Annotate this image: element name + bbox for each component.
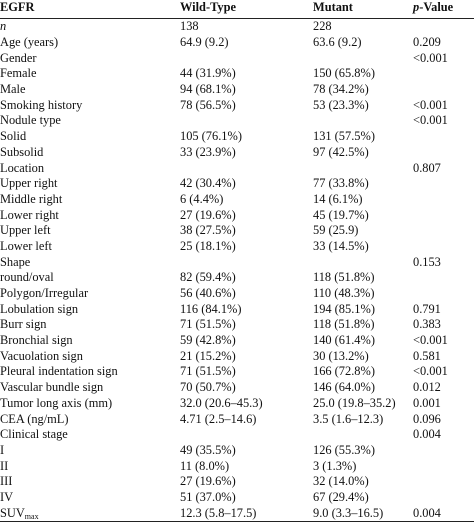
row-label [0,113,178,129]
wild-type-value: 138 [180,19,199,34]
row-label-text: Bronchial sign [0,333,73,348]
wild-type-value: 70 (50.7%) [180,380,236,395]
header-wild-type: Wild-Type [180,0,236,14]
p-value [413,286,474,302]
row-label-text: Burr sign [0,317,47,332]
wild-type-value: 49 (35.5%) [180,442,236,457]
p-value: 0.004 [413,427,441,442]
p-value [413,192,474,208]
row-label [0,97,178,113]
row-label [0,129,178,145]
mutant-value: 131 (57.5%) [313,129,375,144]
p-value [413,207,474,223]
wild-type-value: 4.71 (2.5–14.6) [180,411,257,426]
row-label-text: Female [0,66,37,81]
p-value: 0.012 [413,380,441,395]
wild-type-value: 33 (23.9%) [180,144,236,159]
table-row [0,223,474,239]
row-label [0,490,178,506]
wild-type-value [178,160,313,176]
wild-type-value: 27 (19.6%) [180,207,236,222]
wild-type-value [178,427,313,443]
row-label-text: Middle right [0,191,63,206]
table-row [0,505,474,521]
row-label [0,160,178,176]
row-label [0,301,178,317]
table-row [0,35,474,51]
header-p-letter: p [413,0,420,14]
row-label-text: Shape [0,254,31,269]
table-header-row [0,0,474,19]
row-label-text: Clinical stage [0,427,68,442]
row-label-text: Solid [0,129,27,144]
table-row [0,129,474,145]
row-label-text: II [0,458,9,473]
row-label-text: Upper right [0,176,58,191]
row-label-text: Vascular bundle sign [0,380,104,395]
wild-type-value: 64.9 (9.2) [180,35,229,50]
table-row [0,97,474,113]
row-label-text: Male [0,82,26,97]
row-label [0,270,178,286]
table-row [0,474,474,490]
row-label [0,286,178,302]
mutant-value: 9.0 (3.3–16.5) [313,505,384,520]
table-row [0,364,474,380]
row-label [0,411,178,427]
row-label [0,396,178,412]
p-value: <0.001 [413,113,448,128]
wild-type-value [178,113,313,129]
mutant-value [313,50,413,66]
p-value [413,129,474,145]
mutant-value: 77 (33.8%) [313,176,369,191]
table-row [0,113,474,129]
row-label-text: IV [0,489,14,504]
row-label-text: Pleural indentation sign [0,364,118,379]
p-value [413,270,474,286]
row-label-text: CEA (ng/mL) [0,411,69,426]
row-label [0,380,178,396]
row-label [0,145,178,161]
p-value: 0.383 [413,317,441,332]
wild-type-value: 11 (8.0%) [180,458,230,473]
table-row [0,411,474,427]
row-label-text: Nodule type [0,113,61,128]
table-row [0,286,474,302]
row-label [0,35,178,51]
row-label [0,239,178,255]
table-row [0,207,474,223]
mutant-value: 97 (42.5%) [313,144,369,159]
p-value [413,19,474,35]
mutant-value: 140 (61.4%) [313,333,375,348]
p-value: 0.209 [413,35,441,50]
p-value: 0.096 [413,411,441,426]
wild-type-value: 51 (37.0%) [180,489,236,504]
wild-type-value: 71 (51.5%) [180,364,236,379]
table-row [0,348,474,364]
p-value [413,474,474,490]
row-label [0,474,178,490]
row-label-text: Lower right [0,207,59,222]
mutant-value: 25.0 (19.8–35.2) [313,395,396,410]
row-label-text: Vacuolation sign [0,348,83,363]
row-label-text: I [0,442,5,457]
row-label [0,176,178,192]
table-row [0,490,474,506]
mutant-value: 194 (85.1%) [313,301,375,316]
table-body [0,19,474,522]
row-label-text: SUV [0,505,25,520]
mutant-value: 45 (19.7%) [313,207,369,222]
wild-type-value: 21 (15.2%) [180,348,236,363]
wild-type-value: 32.0 (20.6–45.3) [180,395,263,410]
wild-type-value: 42 (30.4%) [180,176,236,191]
wild-type-value: 105 (76.1%) [180,129,242,144]
row-label-text: Smoking history [0,97,83,112]
row-label [0,443,178,459]
row-label [0,505,178,521]
row-label [0,317,178,333]
row-label [0,223,178,239]
row-label [0,82,178,98]
row-label [0,458,178,474]
p-value: 0.001 [413,395,441,410]
p-value: 0.004 [413,505,441,520]
row-label-text: Lobulation sign [0,301,79,316]
p-value [413,66,474,82]
wild-type-value: 44 (31.9%) [180,66,236,81]
mutant-value: 118 (51.8%) [313,317,375,332]
table-row [0,396,474,412]
table-row [0,192,474,208]
table-row [0,458,474,474]
wild-type-value: 56 (40.6%) [180,286,236,301]
mutant-value: 146 (64.0%) [313,380,375,395]
wild-type-value: 12.3 (5.8–17.5) [180,505,257,520]
mutant-value: 32 (14.0%) [313,474,369,489]
p-value: <0.001 [413,333,448,348]
row-label [0,207,178,223]
table-row [0,145,474,161]
row-label [0,427,178,443]
table-row [0,443,474,459]
mutant-value: 14 (6.1%) [313,191,363,206]
p-value [413,239,474,255]
header-egfr: EGFR [0,0,35,14]
row-label [0,254,178,270]
p-value: 0.581 [413,348,441,363]
row-label [0,333,178,349]
table-row [0,66,474,82]
wild-type-value: 59 (42.8%) [180,333,236,348]
mutant-value: 59 (25.9) [313,223,359,238]
header-p-suffix: -Value [419,0,454,14]
wild-type-value: 94 (68.1%) [180,82,236,97]
table-row [0,333,474,349]
row-label-text: III [0,474,13,489]
table-row [0,270,474,286]
row-label-text: Tumor long axis (mm) [0,395,113,410]
wild-type-value: 25 (18.1%) [180,238,236,253]
mutant-value: 53 (23.3%) [313,97,369,112]
row-label-text: round/oval [0,270,54,285]
mutant-value: 228 [313,19,332,34]
row-label [0,348,178,364]
p-value [413,176,474,192]
row-label-text: Polygon/Irregular [0,286,89,301]
table-row [0,239,474,255]
mutant-value: 3 (1.3%) [313,458,357,473]
wild-type-value: 78 (56.5%) [180,97,236,112]
mutant-value: 78 (34.2%) [313,82,369,97]
mutant-value: 33 (14.5%) [313,238,369,253]
mutant-value: 126 (55.3%) [313,442,375,457]
mutant-value [313,113,413,129]
p-value [413,490,474,506]
wild-type-value [178,254,313,270]
header-p-value [413,0,474,19]
row-label [0,50,178,66]
p-value [413,458,474,474]
mutant-value: 63.6 (9.2) [313,35,362,50]
table-row [0,301,474,317]
header-mutant: Mutant [313,0,353,14]
p-value [413,145,474,161]
p-value: 0.807 [413,160,441,175]
mutant-value: 150 (65.8%) [313,66,375,81]
mutant-value: 166 (72.8%) [313,364,375,379]
p-value: <0.001 [413,97,448,112]
table-row [0,317,474,333]
table-row [0,160,474,176]
row-label-text: n [0,19,7,34]
row-label-text: Subsolid [0,144,44,159]
p-value [413,82,474,98]
mutant-value: 67 (29.4%) [313,489,369,504]
p-value: 0.791 [413,301,441,316]
row-label-subscript: max [24,511,39,521]
wild-type-value: 27 (19.6%) [180,474,236,489]
mutant-value: 3.5 (1.6–12.3) [313,411,384,426]
mutant-value: 110 (48.3%) [313,286,375,301]
wild-type-value: 116 (84.1%) [180,301,242,316]
p-value: <0.001 [413,50,448,65]
wild-type-value [178,50,313,66]
row-label-text: Lower left [0,238,52,253]
mutant-value: 30 (13.2%) [313,348,369,363]
p-value [413,443,474,459]
wild-type-value: 82 (59.4%) [180,270,236,285]
row-label [0,19,178,35]
p-value [413,223,474,239]
wild-type-value: 71 (51.5%) [180,317,236,332]
table-row [0,427,474,443]
mutant-value [313,160,413,176]
table-row [0,176,474,192]
p-value: <0.001 [413,364,448,379]
wild-type-value: 38 (27.5%) [180,223,236,238]
mutant-value [313,427,413,443]
row-label-text: Age (years) [0,35,59,50]
table-row [0,380,474,396]
table-row [0,82,474,98]
row-label-text: Location [0,160,45,175]
table-row [0,50,474,66]
row-label [0,192,178,208]
row-label-text: Gender [0,50,37,65]
p-value: 0.153 [413,254,441,269]
row-label [0,66,178,82]
mutant-value: 118 (51.8%) [313,270,375,285]
mutant-value [313,254,413,270]
wild-type-value: 6 (4.4%) [180,191,224,206]
row-label-text: Upper left [0,223,51,238]
row-label [0,364,178,380]
table-row [0,19,474,35]
table-row [0,254,474,270]
